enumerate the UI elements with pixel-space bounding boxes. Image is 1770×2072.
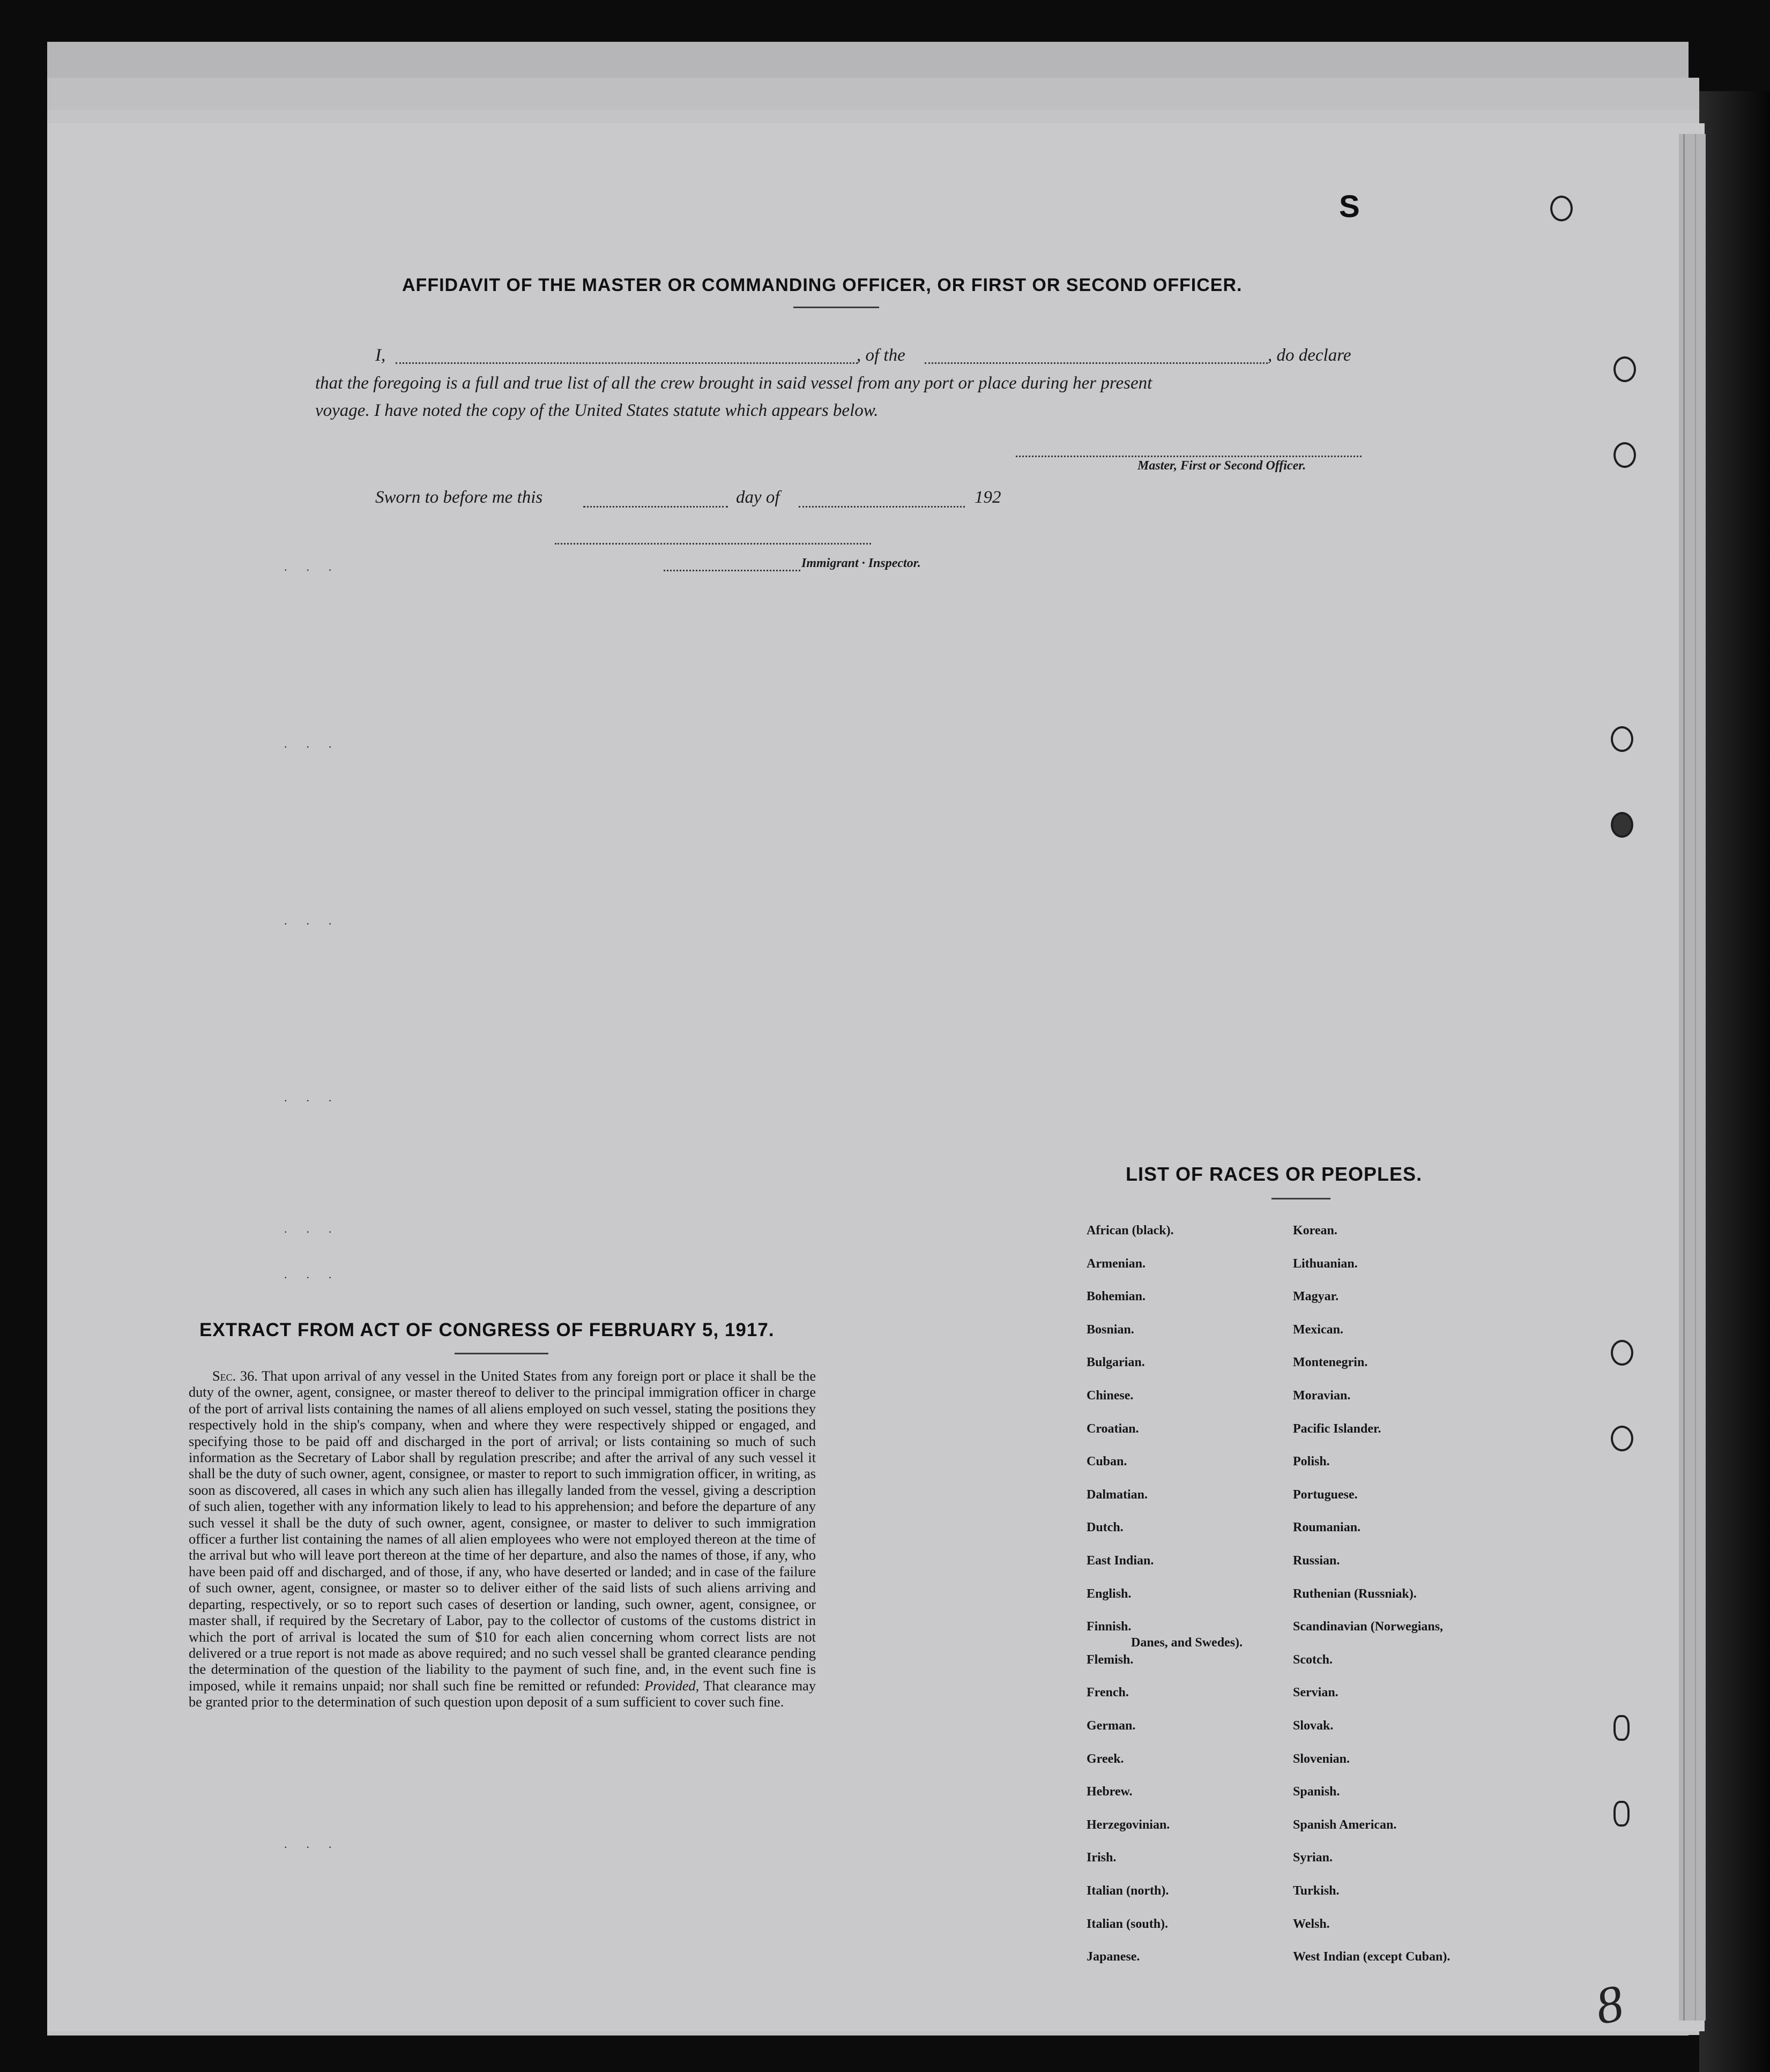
race-item: Servian. <box>1293 1686 1338 1700</box>
master-signature-line <box>1016 456 1362 457</box>
statute-section-label: Sec. 36. <box>212 1368 258 1384</box>
race-item: Scandinavian (Norwegians, <box>1293 1620 1444 1634</box>
race-item: Magyar. <box>1293 1290 1339 1304</box>
race-item: English. <box>1087 1586 1132 1601</box>
year-label: 192 <box>975 488 1001 507</box>
punch-hole-icon <box>1611 812 1633 838</box>
statute-text <box>189 1368 816 1711</box>
inspector-signature-line <box>664 570 800 571</box>
affidavit-title: AFFIDAVIT OF THE MASTER OR COMMANDING OFFICER, OR FIRST OR SECOND OFFICER. <box>402 275 1243 295</box>
race-item: Slovenian. <box>1293 1751 1350 1766</box>
race-item: Slovak. <box>1293 1719 1334 1733</box>
page-edge-shadow <box>1699 91 1770 2072</box>
race-item: Syrian. <box>1293 1851 1333 1865</box>
race-item: East Indian. <box>1087 1554 1154 1568</box>
race-item: Greek. <box>1087 1751 1124 1766</box>
race-item: Danes, and Swedes). <box>1131 1636 1243 1650</box>
race-item: Croatian. <box>1087 1421 1139 1436</box>
race-item: Mexican. <box>1293 1322 1343 1337</box>
divider <box>793 307 879 308</box>
race-item: Roumanian. <box>1293 1521 1361 1535</box>
declarant-name-line <box>396 362 858 364</box>
punch-hole-icon <box>1613 356 1636 382</box>
race-item: Flemish. <box>1087 1652 1134 1667</box>
divider <box>1271 1198 1330 1199</box>
extract-title: EXTRACT FROM ACT OF CONGRESS OF FEBRUARY 5, 1917. <box>199 1320 775 1340</box>
race-item: Bulgarian. <box>1087 1355 1145 1370</box>
race-item: Dalmatian. <box>1087 1487 1148 1502</box>
race-item: Japanese. <box>1087 1950 1140 1964</box>
punch-hole-icon <box>1611 726 1633 752</box>
race-item: Montenegrin. <box>1293 1355 1368 1370</box>
statute-body: That upon arrival of any vessel in the United States from any foreign port or place it shall be the duty of the owner, agent, consignee, or master thereof to deliver to the principal immigration officer in charge of the port of arrival lists containing the names of all aliens employed on such vessel, stating the positions they respectively hold in the ship's company, when and where they were respectively shipped or engaged, and specifying those to be paid off and discharged in the port of arrival; or lists containing so much of such information as the Secretary of Labor shall by regulation prescribe; and after the arrival of any such vessel it shall be the duty of such owner, agent, consignee, or master to report to such immigration officer, in writing, as soon as discovered, all cases in which any such alien has illegally landed from the vessel, giving a description of such alien, together with any information likely to lead to his apprehension; and before the departure of any such vessel it shall be the duty of such owner, agent, consignee, or master to deliver to such immigration officer a further list containing the names of all alien employees who were not employed thereon at the time of the arrival but who will leave port thereon at the time of her departure, and also the names of those, if any, who have been paid off and discharged, and of those, if any, who have deserted or landed; and in case of the failure of such owner, agent, consignee, or master so to deliver either of the said lists of such aliens arriving and departing, respectively, or so to report such cases of desertion or landing, such owner, agent, consignee, or master shall, if required by the Secretary of Labor, pay to the collector of customs of the customs district in which the port of arrival is located the sum of $10 for each alien concerning whom correct lists are not delivered or a true report is not made as above required; and no such vessel shall be granted clearance pending the determination of the question of the liability to the payment of such fine, and, in the event such fine is imposed, while it remains unpaid; nor shall such fine be remitted or refunded: <box>189 1368 816 1694</box>
race-item: Cuban. <box>1087 1455 1127 1469</box>
vessel-name-line <box>925 362 1268 364</box>
divider <box>455 1353 548 1354</box>
race-item: Moravian. <box>1293 1389 1351 1403</box>
race-item: Irish. <box>1087 1851 1117 1865</box>
column-dots: ... <box>284 1837 351 1851</box>
column-dots: ... <box>284 560 351 573</box>
punch-hole-icon <box>1613 1801 1630 1827</box>
race-item: Pacific Islander. <box>1293 1421 1381 1436</box>
page-number: 8 <box>1591 1974 1628 2036</box>
inspector-label: Immigrant · Inspector. <box>801 556 921 570</box>
statute-provided-label: Provided, <box>644 1678 700 1694</box>
declarant-label: I, <box>375 346 386 365</box>
race-item: Polish. <box>1293 1455 1330 1469</box>
inspector-upper-line <box>555 543 871 545</box>
race-item: African (black). <box>1087 1224 1174 1238</box>
punch-hole-icon <box>1611 1426 1633 1451</box>
column-dots: ... <box>284 1091 351 1104</box>
race-item: Hebrew. <box>1087 1785 1133 1799</box>
race-item: Dutch. <box>1087 1521 1124 1535</box>
punch-hole-icon <box>1613 442 1636 468</box>
column-dots: ... <box>284 1268 351 1281</box>
race-item: Portuguese. <box>1293 1487 1358 1502</box>
race-item: Welsh. <box>1293 1917 1330 1931</box>
punch-hole-icon <box>1613 1715 1630 1741</box>
binding-strip <box>1679 134 1706 2021</box>
race-item: Chinese. <box>1087 1389 1134 1403</box>
race-item: Bosnian. <box>1087 1322 1134 1337</box>
race-item: French. <box>1087 1686 1129 1700</box>
day-of-label: day of <box>736 488 780 507</box>
section-mark: S <box>1339 189 1360 224</box>
punch-hole-icon <box>1550 196 1573 221</box>
master-signature-label: Master, First or Second Officer. <box>1137 459 1306 473</box>
race-item: Herzegovinian. <box>1087 1817 1170 1832</box>
race-item: Bohemian. <box>1087 1290 1146 1304</box>
affidavit-declaration: that the foregoing is a full and true list of all the crew brought in said vessel from any port or place during her present <box>315 374 1152 393</box>
column-dots: ... <box>284 737 351 750</box>
race-item: West Indian (except Cuban). <box>1293 1950 1451 1964</box>
do-declare-label: , do declare <box>1268 346 1351 365</box>
race-item: Spanish. <box>1293 1785 1340 1799</box>
race-item: German. <box>1087 1719 1136 1733</box>
race-item: Italian (north). <box>1087 1884 1169 1898</box>
sworn-label: Sworn to before me this <box>375 488 543 507</box>
race-item: Lithuanian. <box>1293 1256 1358 1271</box>
column-dots: ... <box>284 1222 351 1235</box>
sworn-month-line <box>799 506 965 508</box>
race-item: Korean. <box>1293 1224 1337 1238</box>
statute-body-end: That clearance may be granted prior to the determination of such question upon deposit of a sum sufficient to cover such fine. <box>189 1678 816 1710</box>
race-item: Italian (south). <box>1087 1917 1169 1931</box>
of-the-label: , of the <box>857 346 905 365</box>
race-item: Turkish. <box>1293 1884 1340 1898</box>
race-item: Armenian. <box>1087 1256 1146 1271</box>
sworn-day-line <box>583 506 728 508</box>
race-item: Ruthenian (Russniak). <box>1293 1586 1417 1601</box>
race-item: Scotch. <box>1293 1652 1333 1667</box>
race-item: Russian. <box>1293 1554 1340 1568</box>
race-item: Finnish. <box>1087 1620 1132 1634</box>
races-title: LIST OF RACES OR PEOPLES. <box>1126 1163 1423 1185</box>
column-dots: ... <box>284 914 351 927</box>
race-item: Spanish American. <box>1293 1817 1397 1832</box>
affidavit-statute-note: voyage. I have noted the copy of the United States statute which appears below. <box>315 401 879 420</box>
punch-hole-icon <box>1611 1340 1633 1366</box>
